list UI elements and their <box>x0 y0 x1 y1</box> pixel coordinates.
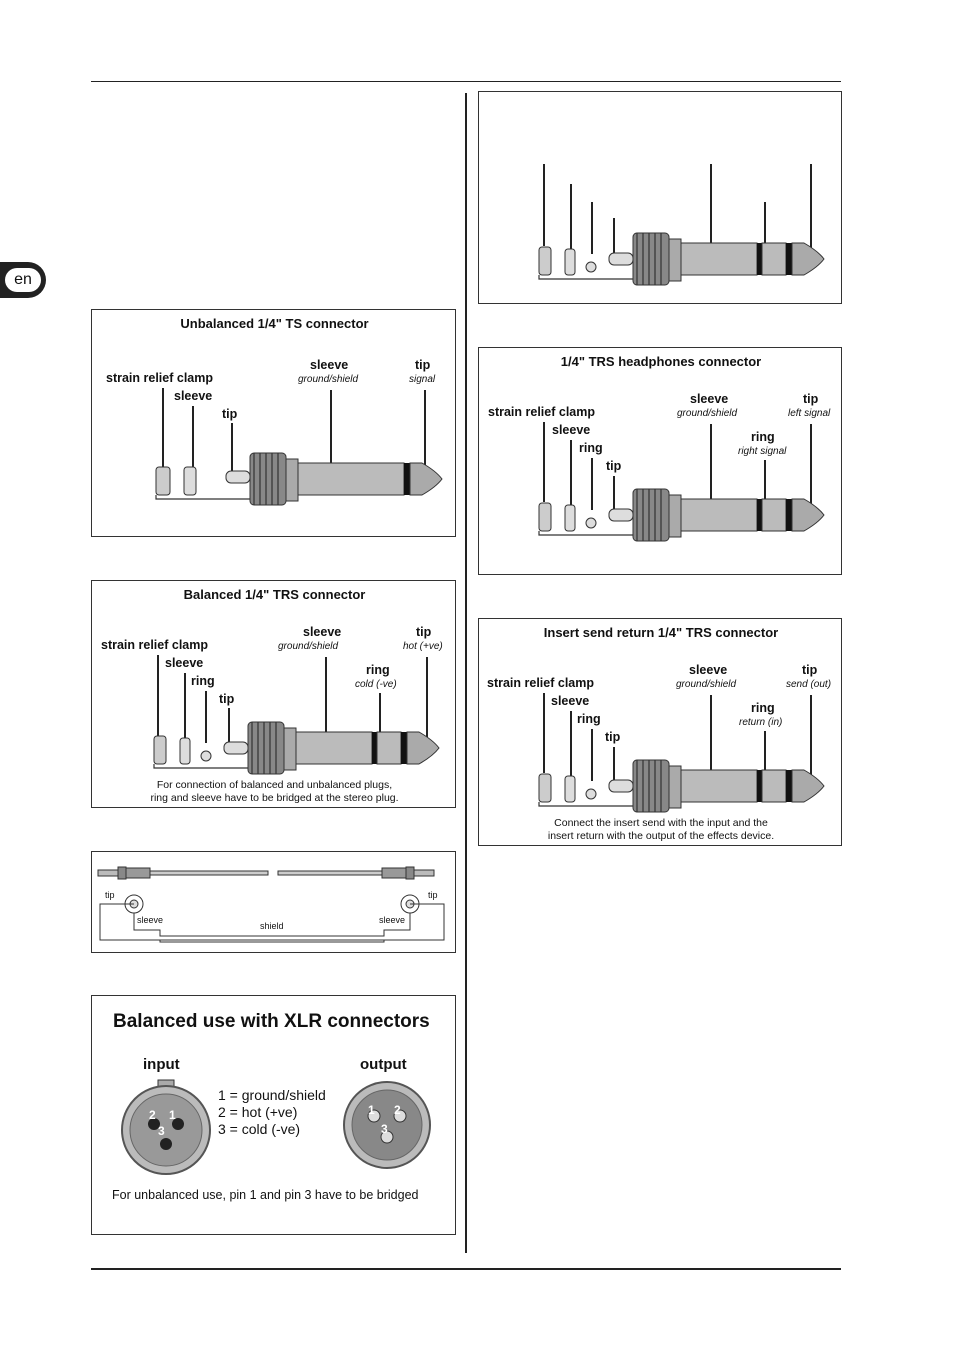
figure-title: Insert send return 1/4" TRS connector <box>543 625 779 640</box>
trs-plug-drawing <box>152 714 442 774</box>
unbalanced-ts-figure <box>91 309 456 537</box>
ring-small-label: ring <box>191 674 215 688</box>
strain-relief-label: strain relief clamp <box>106 371 213 385</box>
xlr-figure <box>91 995 456 1235</box>
sleeve-small-label: sleeve <box>174 389 213 403</box>
sleeve-label: sleeve <box>690 392 729 406</box>
tip-small-label: tip <box>222 407 238 421</box>
shield-label: shield <box>260 921 284 931</box>
ring-label: ring <box>751 701 775 715</box>
ring-label: ring <box>366 663 390 677</box>
pin-1-description: 1 = ground/shield <box>218 1087 326 1103</box>
sleeve-label: sleeve <box>689 663 728 677</box>
input-pin-2: 2 <box>149 1108 156 1122</box>
sleeve-sublabel: ground/shield <box>677 408 738 419</box>
note-line-1: For connection of balanced and unbalanced plugs, <box>156 779 393 791</box>
pin-3-description: 3 = cold (-ve) <box>218 1121 301 1137</box>
strain-relief-label: strain relief clamp <box>487 676 594 690</box>
strain-relief-label: strain relief clamp <box>488 405 595 419</box>
output-label: output <box>360 1056 407 1073</box>
language-label: en <box>5 268 41 292</box>
sleeve-small-label: sleeve <box>165 656 204 670</box>
sleeve-sublabel: ground/shield <box>278 641 339 652</box>
ring-sublabel: return (in) <box>739 717 783 728</box>
figure-title: 1/4" TRS headphones connector <box>560 354 762 369</box>
output-pin-1: 1 <box>368 1103 375 1117</box>
header-rule <box>91 81 841 82</box>
headphones-trs-figure <box>478 347 842 575</box>
sleeve-sublabel: ground/shield <box>298 374 359 385</box>
ring-small-label: ring <box>579 441 603 455</box>
input-pin-1: 1 <box>169 1108 176 1122</box>
balanced-trs-figure <box>91 580 456 808</box>
tip-small-label: tip <box>605 730 621 744</box>
column-divider <box>465 93 467 1253</box>
sleeve-label: sleeve <box>303 625 342 639</box>
sleeve-sublabel: ground/shield <box>676 679 737 690</box>
input-label: input <box>143 1056 180 1073</box>
ring-label: ring <box>751 430 775 444</box>
cable-drawing <box>92 852 457 954</box>
tip-label: tip <box>802 663 818 677</box>
xlr-input-connector <box>118 1078 214 1174</box>
tip-label: tip <box>415 358 431 372</box>
sleeve-small-label: sleeve <box>551 694 590 708</box>
tip-sublabel: left signal <box>788 408 831 419</box>
tip-left-label: tip <box>105 890 115 900</box>
strain-relief-label: strain relief clamp <box>101 638 208 652</box>
note-line-1: Connect the insert send with the input and the <box>554 817 768 829</box>
trs-plug-figure-top <box>478 91 842 304</box>
ring-sublabel: cold (-ve) <box>355 679 397 690</box>
bridge-note <box>92 779 457 805</box>
output-pin-3: 3 <box>381 1122 388 1136</box>
note-line-2: insert return with the output of the effects device. <box>547 830 775 842</box>
footer-rule <box>91 1268 841 1270</box>
tip-sublabel: send (out) <box>786 679 832 690</box>
language-tab[interactable] <box>0 262 46 298</box>
tip-small-label: tip <box>219 692 235 706</box>
sleeve-label: sleeve <box>310 358 349 372</box>
ring-sublabel: right signal <box>738 446 787 457</box>
input-pin-3: 3 <box>158 1124 165 1138</box>
xlr-title: Balanced use with XLR connectors <box>113 1011 430 1032</box>
output-pin-2: 2 <box>394 1103 401 1117</box>
note-line-2: ring and sleeve have to be bridged at the stereo plug. <box>150 792 399 804</box>
tip-right-label: tip <box>428 890 438 900</box>
tip-label: tip <box>803 392 819 406</box>
ring-small-label: ring <box>577 712 601 726</box>
sleeve-small-label: sleeve <box>552 423 591 437</box>
trs-plug-drawing <box>537 752 827 812</box>
tip-label: tip <box>416 625 432 639</box>
tip-sublabel: hot (+ve) <box>403 641 443 652</box>
trs-plug-drawing <box>537 225 827 285</box>
tip-small-label: tip <box>606 459 622 473</box>
trs-plug-drawing <box>537 481 827 541</box>
insert-note <box>479 817 843 843</box>
sleeve-right-label: sleeve <box>379 915 406 925</box>
figure-title: Unbalanced 1/4" TS connector <box>180 316 369 331</box>
cable-figure <box>91 851 456 953</box>
sleeve-left-label: sleeve <box>137 915 164 925</box>
tip-sublabel: signal <box>409 374 436 385</box>
ts-plug-drawing <box>154 445 444 505</box>
pin-2-description: 2 = hot (+ve) <box>218 1104 298 1120</box>
xlr-note: For unbalanced use, pin 1 and pin 3 have to be bridged <box>112 1188 419 1202</box>
figure-title: Balanced 1/4" TRS connector <box>183 587 366 602</box>
insert-trs-figure <box>478 618 842 846</box>
